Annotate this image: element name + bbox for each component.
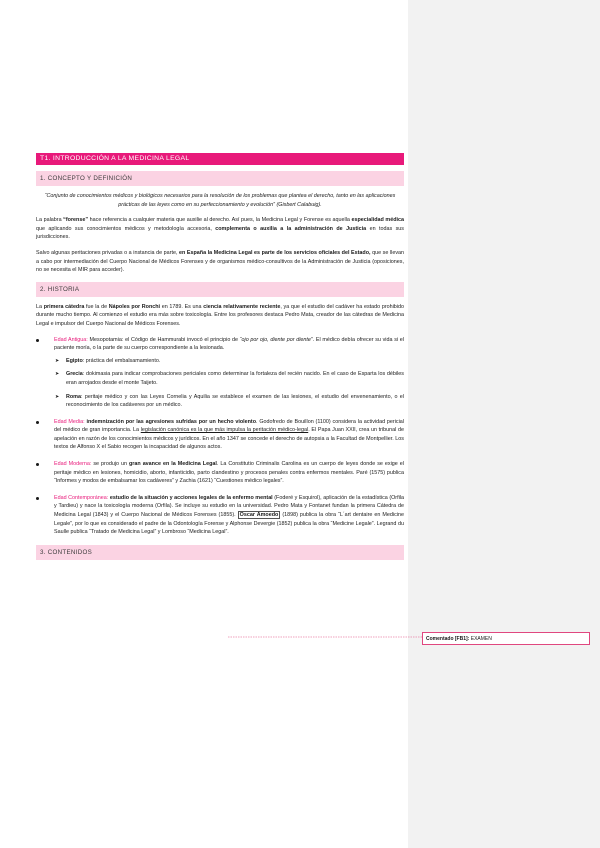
commented-text-oscar-amoedo[interactable]: Oscar Amoedo — [239, 512, 279, 519]
paragraph-historia-intro: La primera cátedra fue la de Nápoles por Ronchi en 1789. Es una ciencia relativamente reciente, ya que el estudio del cadáver ha estado prohibido durante mucho tiempo. Al comienzo el estudio era más sobre toxicología. Entre los profesores destaca Pedro Mata, creador de las cátedras de Medicina Legal e impulsor del Cuerpo Nacional de Médicos Forenses. — [36, 303, 404, 327]
comment-author-label: Comentado [FB1]: — [426, 636, 470, 642]
paragraph-forense: La palabra “forense” hace referencia a cualquier materia que auxilie al derecho. Así pues, la Medicina Legal y Forense es aquella especialidad médica que aplicando sus conocimientos médicos y metodología accesoria, complementa o auxilia a la administración de Justicia en todas sus jurisdicciones. — [36, 217, 404, 241]
section-heading-historia: 2. HISTORIA — [36, 282, 404, 297]
paragraph-servicios: Salvo algunas peritaciones privadas o a instancia de parte, en España la Medicina Legal es parte de los servicios oficiales del Estado, que se llevan a cabo por intermediación del Cuerpo Nacional de Médicos Forenses y de organismos médico-consultivos de la Administración de Justicia (oposiciones, no se necesita el MIR para acceder). — [36, 249, 405, 274]
sublist-item-egipto: ➤ Egipto: práctica del embalsamamiento. — [54, 357, 404, 366]
sublist-item-grecia: ➤ Grecia: dokimasia para indicar comprobaciones periciales como determinar la fortaleza del recién nacido. En el caso de Esparta los débiles eran arrojados desde el monte Taijeto. — [54, 370, 404, 387]
antigua-sublist — [54, 357, 404, 410]
document-title: T1. INTRODUCCIÓN A LA MEDICINA LEGAL — [36, 153, 404, 165]
sublist-item-roma: ➤ Roma: peritaje médico y con las Leyes Cornelia y Aquilia se establece el examen de las lesiones, el estudio del envenenamiento, o el reconocimiento de los cadáveres por un médico. — [54, 393, 404, 410]
definition-quote: “Conjunto de conocimientos médicos y biológicos necesarios para la resolución de los problemas que plantea el derecho, tanto en las aplicaciones prácticas de las leyes como en su perfeccionamiento y evolución” (Gisbert Calabuig). — [44, 193, 396, 208]
document-page — [36, 153, 404, 566]
history-list — [36, 336, 404, 537]
list-item-edad-contemporanea: Edad Contemporánea: estudio de la situación y acciones legales de la enfermo mental (Foderé y Esquirol), aplicación de la estadística (Orfila y Tardieu) y nace la toxicología moderna (Orfila). Se incluye su estudio en la universidad. Pedro Mata y Fontanet fundan la primera Cátedra de Medicina Legal (1843) y el Cuerpo Nacional de Médicos Forenses (1855). Oscar Amoedo (1898) publica la obra “L´art dentaire en Medicine Legale”, por lo que es considerado el padre de la Odontología Forense y Alphonse Devergie (1852) publica la obra “Medicine Legale”. Legrand du Saulle publica “Tratado de Medicina Legal” y Lombroso “Medicina Legal”. — [36, 494, 404, 537]
list-item-edad-antigua: Edad Antigua: Mesopotamia: el Código de Hammurabi invocó el principio de “ojo por ojo, diente por diente”. El médico debía ofrecer su vida si el paciente moría, o la parte de su cuerpo correspondiente a la lesionada. ➤ Egipto: práctica del embalsamamiento. ➤ Grecia: dokimasia para indicar comprobaciones periciales como determinar la fortaleza del recién nacido. En el caso de Esparta los débiles eran arrojados desde el monte Taijeto. ➤ Roma: peritaje médico y con las Leyes Cornelia y Aquilia se establece el examen de las lesiones, el estudio del envenenamiento, o el reconocimiento de los cadáveres por un médico. — [36, 336, 404, 410]
comment-balloon[interactable] — [422, 632, 590, 645]
list-item-edad-moderna: Edad Moderna: se produjo un gran avance en la Medicina Legal. La Constitutio Criminalis Carolina es un cuerpo de leyes donde se exige el peritaje médico en lesiones, homicidio, aborto, infanticidio, parto clandestino y procesos penales contra enfermos mentales. Paré (1575) publica “Informes y modos de embalsamar los cadáveres” y Zachia (1621) “Cuestiones médico legales”. — [36, 460, 404, 486]
section-heading-contenidos: 3. CONTENIDOS — [36, 545, 404, 560]
comment-text: EXAMEN — [469, 636, 492, 642]
list-item-edad-media: Edad Media: indemnización por las agresiones sufridas por un hecho violento. Godofredo de Bouillon (1100) considera la actividad pericial del médico de gran importancia. La legislación canónica es la que más impulsa la peritación médico-legal. El Papa Juan XXII, crea un tribunal de apelación en razón de los conocimientos médicos y jurídicos. En el año 1347 se concede el derecho de autopsia a la Facultad de Montpellier. Los textos de Alfonso X el Sabio recogen la incapacidad de algunos actos. — [36, 418, 404, 452]
comment-pane — [408, 0, 600, 848]
section-heading-concepto: 1. CONCEPTO Y DEFINICIÓN — [36, 171, 404, 186]
